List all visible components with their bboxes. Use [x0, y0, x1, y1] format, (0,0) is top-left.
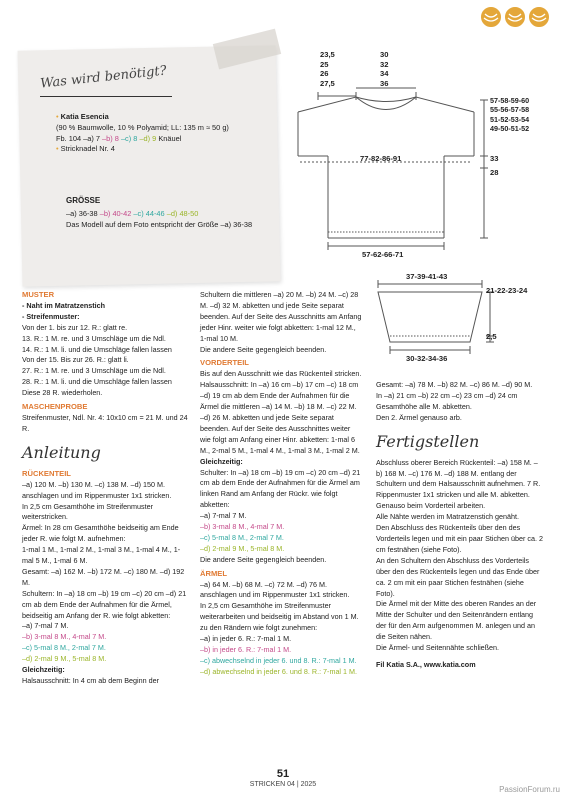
- sleeve-top-dim: 37-39-41-43: [406, 272, 448, 281]
- credit: Fil Katia S.A., www.katia.com: [376, 659, 476, 669]
- muster-heading: MUSTER: [22, 290, 55, 299]
- aermel-heading: ÄRMEL: [200, 568, 227, 578]
- yarn-color: Fb. 104 –a) 7 –b) 8 –c) 8 –d) 9 Knäuel: [56, 133, 182, 143]
- materials-title: Was wird benötigt?: [39, 63, 168, 92]
- title-underline: [40, 96, 172, 97]
- needle: Stricknadel Nr. 4: [60, 144, 115, 154]
- magazine-issue: STRICKEN 04 | 2025: [249, 781, 317, 788]
- watermark: PassionForum.ru: [499, 785, 560, 794]
- dim-top-mid: 30 32 34 36: [380, 50, 389, 88]
- column-3: Gesamt: –a) 78 M. –b) 82 M. –c) 86 M. –d) 90 M. In –a) 21 cm –b) 22 cm –c) 23 cm –d) 24 cm Gesamthöhe alle M. abketten. Den 2. Ärmel genauso arb. Fertigstellen Abschluss oberer Bereich Rückenteil: –a) 158 M. –b) 168 M. –c) 176 M. –d) 188 M. entlang der Schultern und dem Halsausschnitt aufnehmen. 7 R. Rippenmuster 1x1 stricken und alle M. abketten. Genauso beim Vorderteil arbeiten. Alle Nähte werden im Matratzenstich genäht. Den Abschluss des Rückenteils über den des Vorderteils legen und mit ein paar Stichen über ca. 2 cm festnähen (siehe Foto). An den Schultern den Abschluss des Vorderteils über den des Rückenteils legen und das Ende über ca. 2 cm mit ein paar Stichen festnähen (siehe Foto). Die Ärmel mit der Mitte des oberen Randes an der Mitte der Schulter und den Seitenrändern entlang der für den Arm aufgenommen M. anlegen und an die Seiten nähen. Die Ärmel- und Seitennähte schließen. Fil Katia S.A., www.katia.com: [376, 380, 544, 669]
- vorderteil-heading: VORDERTEIL: [200, 358, 249, 368]
- size-block: [66, 196, 266, 230]
- yarn-desc: (90 % Baumwolle, 10 % Polyamid; LL: 135 m ≈ 50 g): [56, 122, 229, 132]
- size-note: Das Modell auf dem Foto entspricht der Größe –a) 36-38: [66, 219, 253, 229]
- sleeve-rib-dim: 2,5: [486, 332, 497, 341]
- yarn-balls-icon: [480, 6, 558, 28]
- dim-right-28: 28: [490, 168, 499, 177]
- dim-bottom: 57-62-66-71: [362, 250, 404, 259]
- dim-top-left: 23,5 25 26 27,5: [320, 50, 335, 88]
- dim-right-top: 57-58-59-60 55-56-57-58 51-52-53-54 49-50-51-52: [490, 96, 530, 134]
- column-1: MUSTER - Naht im Matratzenstich - Streifenmuster: Von der 1. bis zur 12. R.: glatt re. 13. R.: 1 M. re. und 3 Umschläge um die Ndl. 14. R.: 1 M. li. und die Umschläge fallen lassen Von der 15. Bis zur 26. R.: glatt li. 27. R.: 1 M. re. und 3 Umschläge um die Ndl. 28. R.: 1 M. li. und die Umschläge fallen lassen Diese 28 R. wiederholen. MASCHENPROBE Streifenmuster, Ndl. Nr. 4: 10x10 cm = 21 M. und 24 R. Anleitung RÜCKENTEIL –a) 120 M. –b) 130 M. –c) 138 M. –d) 150 M. anschlagen und im Rippenmuster 1x1 stricken. In 2,5 cm Gesamthöhe im Streifenmuster weiterstricken. Ärmel: In 28 cm Gesamthöhe beidseitig am Ende jeder R. wie folgt M. aufnehmen: 1-mal 1 M., 1-mal 2 M., 1-mal 3 M., 1-mal 4 M., 1-mal 5 M., 1-mal 6 M. Gesamt: –a) 162 M. –b) 172 M. –c) 180 M. –d) 192 M. Schultern: In –a) 18 cm –b) 19 cm –c) 20 cm –d) 21 cm ab dem Ende der Aufnahmen für die Ärmel, beidseitig am Anfang der R. wie folgt abketten: –a) 7-mal 7 M. –b) 3-mal 8 M., 4-mal 7 M. –c) 5-mal 8 M., 2-mal 7 M. –d) 2-mal 9 M., 5-mal 8 M. Gleichzeitig: Halsausschnitt: In 4 cm ab dem Beginn der: [22, 290, 190, 687]
- dim-chest: 77-82-86-91: [360, 154, 402, 163]
- size-list: –a) 36-38 –b) 40-42 –c) 44-46 –d) 48-50: [66, 208, 199, 218]
- anleitung-heading: Anleitung: [22, 442, 101, 462]
- materials-list: • Katia Esencia (90 % Baumwolle, 10 % Polyamid; LL: 135 m ≈ 50 g) Fb. 104 –a) 7 –b) 8 –c) 8 –d) 9 Knäuel • Stricknadel Nr. 4: [56, 112, 271, 155]
- rueckenteil-heading: RÜCKENTEIL: [22, 468, 71, 478]
- size-title: GRÖSSE: [66, 196, 101, 205]
- yarn-name: Katia Esencia: [60, 112, 109, 121]
- fertigstellen-heading: Fertigstellen: [376, 431, 480, 451]
- dim-right-33: 33: [490, 154, 499, 163]
- sleeve-bottom-dim: 30-32-34-36: [406, 354, 448, 363]
- sleeve-right-dim: 21-22-23-24: [486, 286, 528, 295]
- maschenprobe-heading: MASCHENPROBE: [22, 402, 88, 412]
- page-number: 51: [276, 768, 290, 780]
- maschenprobe-text: Streifenmuster, Ndl. Nr. 4: 10x10 cm = 21 M. und 24 R.: [22, 412, 188, 433]
- column-2: Schultern die mittleren –a) 20 M. –b) 24 M. –c) 28 M. –d) 32 M. abketten und jede Seite separat beenden. Auf der Seite des Ausschnitts am Anfang jeder Hinr. weiter wie folgt abketten: 1-mal 12 M., 1-mal 10 M. Die andere Seite gegengleich beenden. VORDERTEIL Bis auf den Ausschnitt wie das Rückenteil stricken. Halsausschnitt: In –a) 16 cm –b) 17 cm –c) 18 cm –d) 19 cm ab dem Ende der Aufnahmen für die Ärmel die mittleren –a) 14 M. –b) 18 M. –c) 22 M. –d) 26 M. abketten und jede Seite separat beenden. Auf der Seite des Ausschnittes weiter wie folgt am Anfang einer Hinr. abketten: 1-mal 6 M., 2-mal 5 M., 1-mal 4 M., 1-mal 3 M., 1-mal 2 M. Gleichzeitig: Schulter: In –a) 18 cm –b) 19 cm –c) 20 cm –d) 21 cm ab dem Ende der Aufnahmen für die Ärmel am linken Rand am Anfang der Rückr. wie folgt abketten: –a) 7-mal 7 M. –b) 3-mal 8 M., 4-mal 7 M. –c) 5-mal 8 M., 2-mal 7 M. –d) 2-mal 9 M., 5-mal 8 M. Die andere Seite gegengleich beenden. ÄRMEL –a) 64 M. –b) 68 M. –c) 72 M. –d) 76 M. anschlagen und im Rippenmuster 1x1 stricken. In 2,5 cm Gesamthöhe im Streifenmuster weiterarbeiten und beidseitig im Abstand von 1 M. zu den Rändern wie folgt zunehmen: –a) in jeder 6. R.: 7-mal 1 M. –b) in jeder 6. R.: 7-mal 1 M. –c) abwechselnd in jeder 6. und 8. R.: 7-mal 1 M. –d) abwechselnd in jeder 6. und 8. R.: 7-mal 1 M.: [200, 290, 362, 676]
